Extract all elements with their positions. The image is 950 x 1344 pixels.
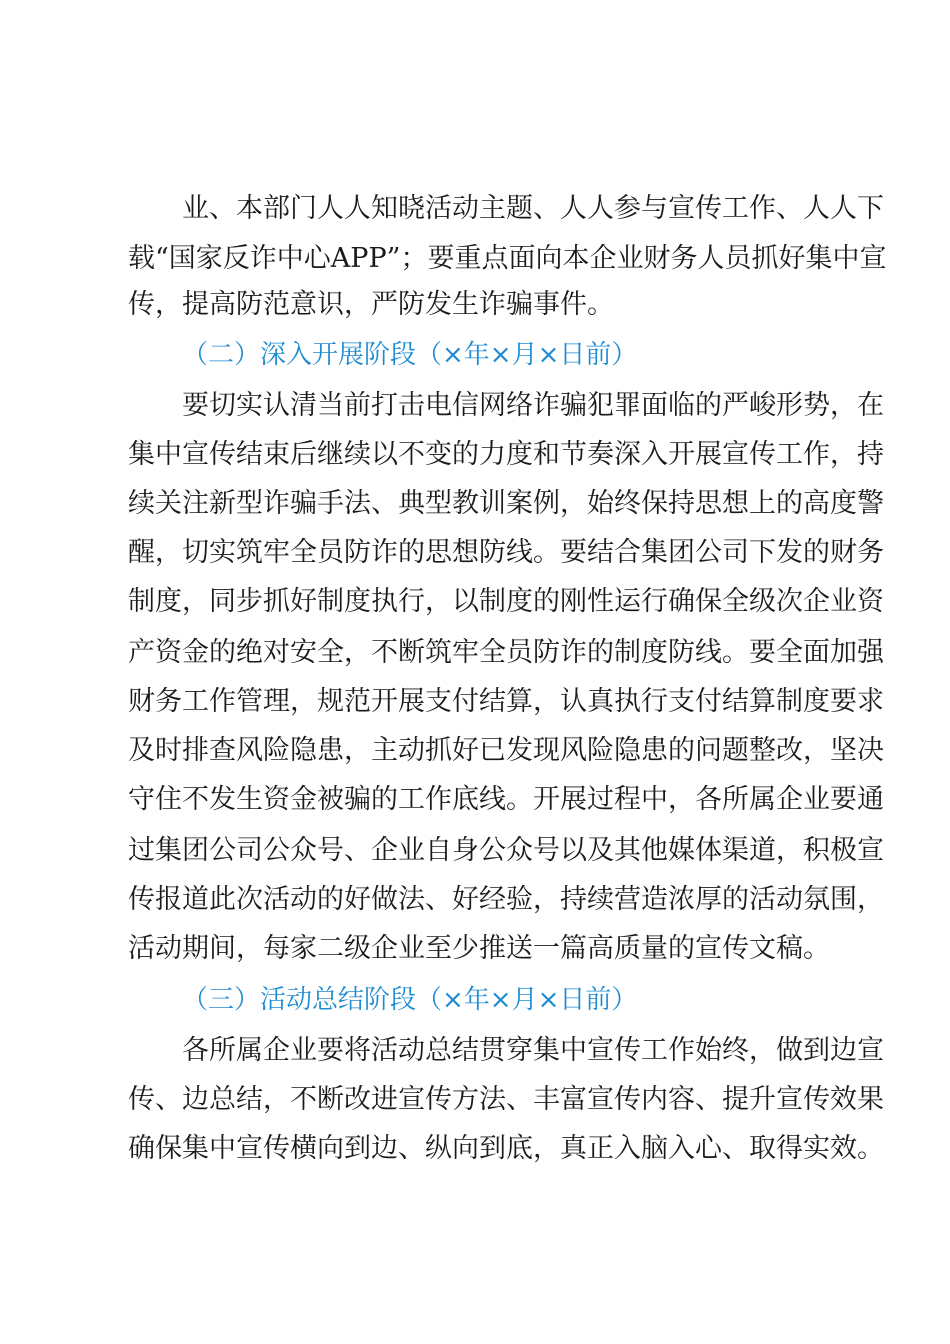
paragraph-3-line-3: 确保集中宣传横向到边、纵向到底，真正入脑入心、取得实效。: [128, 1133, 884, 1164]
paragraph-1-line-1: 业、本部门人人知晓活动主题、人人参与宣传工作、人人下: [182, 193, 884, 224]
paragraph-2-line-9: 守住不发生资金被骗的工作底线。开展过程中，各所属企业要通: [128, 784, 884, 815]
paragraph-2-line-1: 要切实认清当前打击电信网络诈骗犯罪面临的严峻形势，在: [182, 390, 884, 421]
paragraph-2-line-7: 财务工作管理，规范开展支付结算，认真执行支付结算制度要求: [128, 686, 884, 717]
paragraph-2-line-12: 活动期间，每家二级企业至少推送一篇高质量的宣传文稿。: [128, 933, 830, 964]
paragraph-3-line-1: 各所属企业要将活动总结贯穿集中宣传工作始终，做到边宣: [182, 1035, 884, 1066]
paragraph-2-line-2: 集中宣传结束后继续以不变的力度和节奏深入开展宣传工作，持: [128, 439, 884, 470]
section-heading-3: （三）活动总结阶段（×年×月×日前）: [182, 985, 638, 1015]
paragraph-2-line-3: 续关注新型诈骗手法、典型教训案例，始终保持思想上的高度警: [128, 488, 884, 519]
paragraph-2-line-11: 传报道此次活动的好做法、好经验，持续营造浓厚的活动氛围，: [128, 884, 884, 915]
section-heading-2: （二）深入开展阶段（×年×月×日前）: [182, 340, 638, 370]
paragraph-2-line-4: 醒，切实筑牢全员防诈的思想防线。要结合集团公司下发的财务: [128, 537, 884, 568]
paragraph-2-line-5: 制度，同步抓好制度执行，以制度的刚性运行确保全级次企业资: [128, 586, 884, 617]
paragraph-1-line-2: 载“国家反诈中心APP”；要重点面向本企业财务人员抓好集中宣: [128, 243, 887, 274]
paragraph-1-line-3: 传，提高防范意识，严防发生诈骗事件。: [128, 289, 614, 320]
paragraph-2-line-6: 产资金的绝对安全，不断筑牢全员防诈的制度防线。要全面加强: [128, 637, 884, 668]
paragraph-2-line-8: 及时排查风险隐患，主动抓好已发现风险隐患的问题整改，坚决: [128, 735, 884, 766]
paragraph-2-line-10: 过集团公司公众号、企业自身公众号以及其他媒体渠道，积极宣: [128, 835, 884, 866]
paragraph-3-line-2: 传、边总结，不断改进宣传方法、丰富宣传内容、提升宣传效果: [128, 1084, 884, 1115]
